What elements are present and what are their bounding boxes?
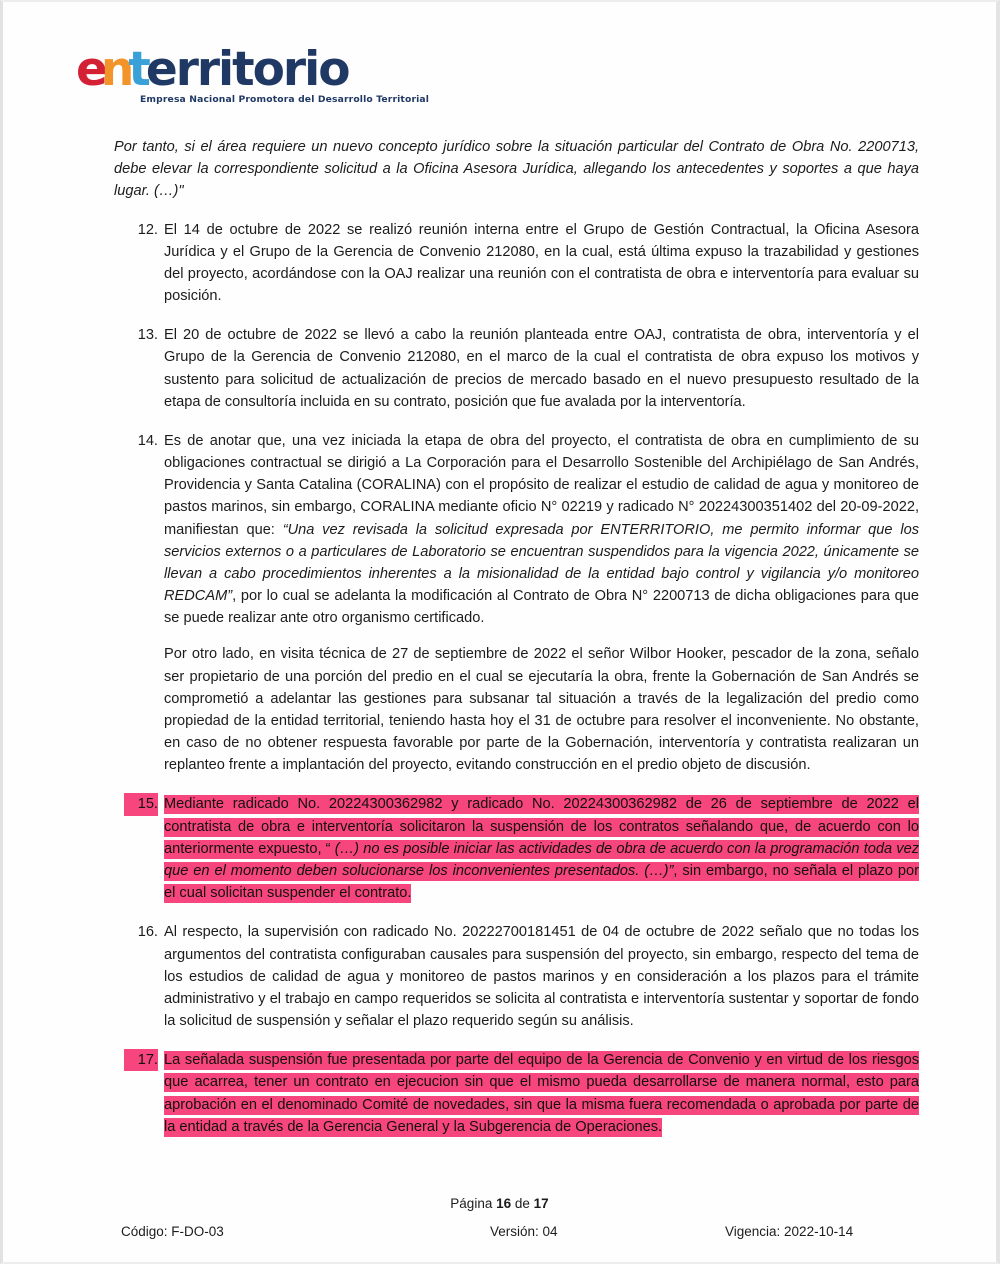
list-item-number: 15. [124,793,158,815]
logo-letter-t: t [128,42,149,97]
logo-tagline: Empresa Nacional Promotora del Desarrollo Territorial [140,94,430,105]
list-item-number: 12. [137,221,158,238]
logo-letter-n: n [100,42,133,97]
page-total: 17 [533,1196,549,1211]
list-item-number: 16. [137,924,158,941]
list-item-text [164,430,919,630]
item-15-part1: Mediante radicado No. 20224300362982 y radicado No. 20224300362982 de 26 de septiembre de 2022 el contratista de obra e interventoría solicitaron la suspensión de los contratos señalando que, de acuerdo con lo anteriormente expuesto, “ [164,796,919,857]
intro-paragraph: Por tanto, si el área requiere un nuevo concepto jurídico sobre la situación particular del Contrato de Obra No. 2200713, debe elevar la correspondiente solicitud a la Oficina Asesora Jurídica, allegando los antecedentes y soportes a que haya lugar. (…)" [114,139,919,200]
item-15-part2: , sin embargo, no señala el plazo por el cual solicitan suspender el contrato. [164,862,919,902]
footer-meta-row [3,1224,996,1244]
item-14-part2: , por lo cual se adelanta la modificación al Contrato de Obra N° 2200713 de dicha obligaciones para que se puede realizar ante otro organismo certificado. [164,588,919,627]
logo-letter-e: e [76,42,106,97]
item-14-quote: “Una vez revisada la solicitud expresada por ENTERRITORIO, me permito informar que los servicios externos o a particulares de Laboratorio se encuentran suspendidos para la vigencia 2022, únicamente se llevan a cabo procedimientos inherentes a la misionalidad de la entidad bajo control y vigilancia y/o monitoreo REDCAM” [164,521,919,605]
list-item-highlighted [114,1049,919,1138]
footer-vigencia: Vigencia: 2022-10-14 [725,1224,854,1239]
list-item-text: El 14 de octubre de 2022 se realizó reunión interna entre el Grupo de Gestión Contractual, la Oficina Asesora Jurídica y el Grupo de la Gerencia de Convenio 212080, en la cual, está última expuso la trazabilidad y gestiones del proyecto, acordándose con la OAJ realizar una reunión con el contratista de obra e interventoría para evaluar su posición. [164,221,919,305]
list-item-text: El 20 de octubre de 2022 se llevó a cabo la reunión planteada entre OAJ, contratista de obra, interventoría y el Grupo de la Gerencia de Convenio 212080, en el marco de la cual el contratista de obra expuso los motivos y sustento para solicitud de actualización de precios de mercado basado en el nuevo presupuesto resultado de la etapa de consultoría incluida en su contrato, posición que fue avalada por la interventoría. [164,327,919,410]
footer-version: Versión: 04 [490,1224,558,1239]
list-item-text: Al respecto, la supervisión con radicado No. 20222700181451 de 04 de octubre de 2022 señalo que no todas los argumentos del contratista configuraban causales para suspensión del proyecto, sin embargo, respecto del tema de los estudios de calidad de agua y monitoreo de pastos marinos y en consideración a los plazos para el trámite administrativo y el trabajo en campo requeridos se solicita al contratista e interventoría sustentar y soportar de fondo la solicitud de suspensión y señalar el plazo requerido según su análisis. [164,924,919,1030]
list-item [114,324,919,413]
logo-wordmark [76,42,416,97]
enterritorio-logo [76,42,430,105]
item-14-part1: Es de anotar que, una vez iniciada la etapa de obra del proyecto, el contratista de obra en cumplimiento de su obligaciones contractual se dirigió a La Corporación para el Desarrollo Sostenible del Archipiélago de San Andrés, Providencia y Santa Catalina (CORALINA) con el propósito de realizar el estudio de calidad de agua y monitoreo de pastos marinos, sin embargo, CORALINA mediante oficio N° 02219 y radicado N° 20224300351402 del 20-09-2022, manifiestan que: [164,432,919,538]
list-item [114,430,919,777]
list-item-text [164,793,919,904]
item-15-quote: (…) no es posible iniciar las actividades de obra de acuerdo con la programación toda vez que en el momento deben solucionarse los inconvenientes presentados. (…)” [164,840,919,879]
logo-letters-erritorio: erritorio [145,42,349,97]
list-item [114,219,919,308]
document-body [114,136,919,1155]
item-17-text: La señalada suspensión fue presentada por parte del equipo de la Gerencia de Convenio y en virtud de los riesgos que acarrea, tener un contrato en ejecucion sin que el mismo pueda desarrollarse de manera normal, esto para aprobación en el denominado Comité de novedades, sin que la misma fuera recomendada o aprobada por parte de la entidad a través de la Gerencia General y la Subgerencia de Operaciones. [164,1052,919,1135]
item-14-sub-paragraph: Por otro lado, en visita técnica de 27 de septiembre de 2022 el señor Wilbor Hooker, pescador de la zona, señalo ser propietario de una porción del predio en el cual se ejecutaría la obra, frente la Gobernación de San Andrés se comprometió a adelantar las gestiones para subsanar tal situación a través de la legalización del predio como propiedad de la entidad territorial, teniendo hasta hoy el 31 de octubre para resolver el inconveniente. No obstante, en caso de no obtener respuesta favorable por parte de la Gobernación, interventoría y contratista realizaran un replanteo frente a implantación del proyecto, evitando construcción en el predio objeto de discusión. [164,646,919,774]
list-item-text [164,1049,919,1138]
list-item-highlighted [114,793,919,904]
list-item-number: 14. [137,432,158,449]
page-number-line [3,1196,996,1211]
page-current: 16 [496,1196,512,1211]
list-item-number: 17. [124,1049,158,1071]
page-canvas [3,2,996,1262]
page-mid: de [511,1196,534,1211]
page-footer [3,1196,996,1244]
footer-codigo: Código: F-DO-03 [121,1224,224,1239]
page-prefix: Página [450,1196,497,1211]
list-item [114,921,919,1032]
list-item-number: 13. [137,327,158,344]
